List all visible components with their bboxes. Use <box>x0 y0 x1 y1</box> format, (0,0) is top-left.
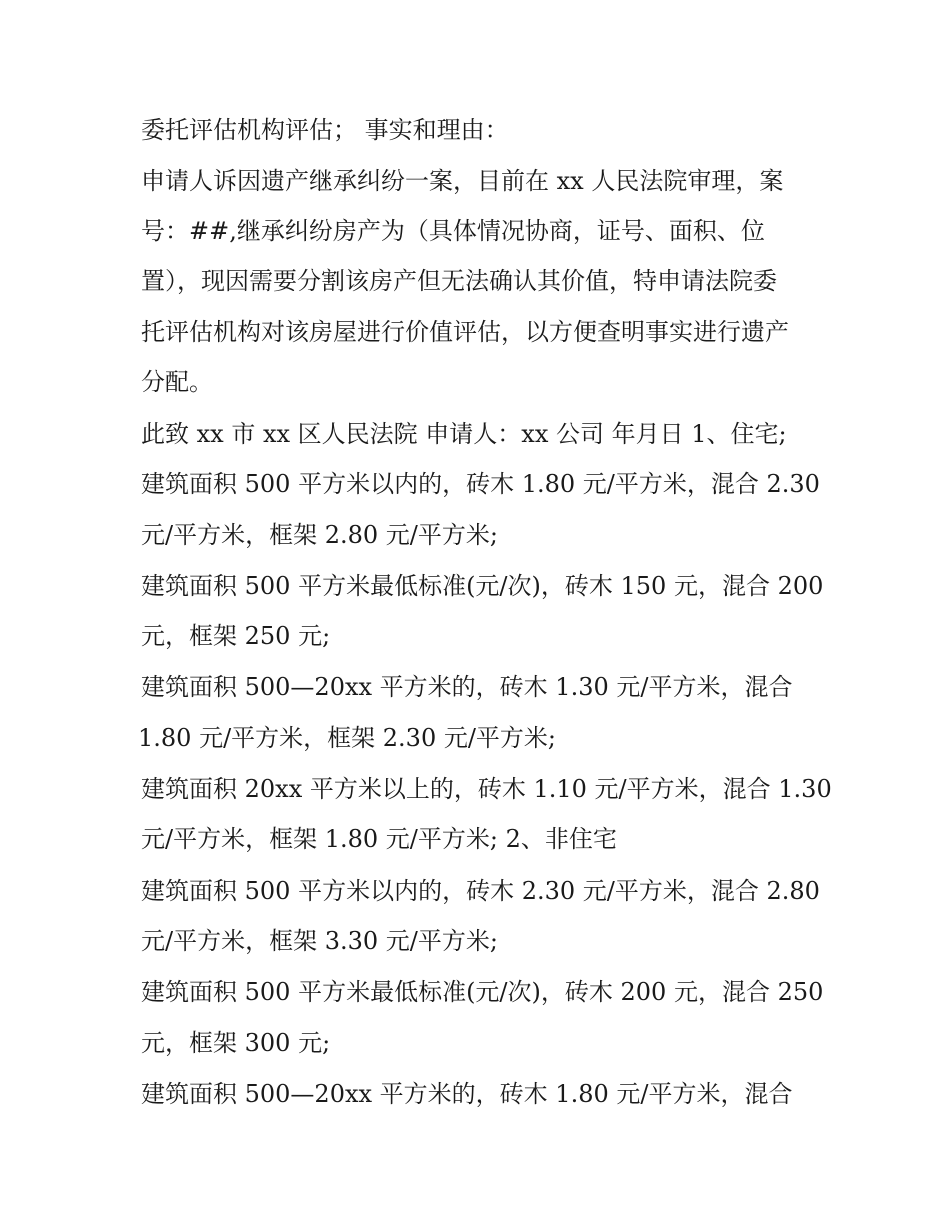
text-line: 此致 xx 市 xx 区人民法院 申请人：xx 公司 年月日 1、住宅; <box>141 420 787 448</box>
text-line: 建筑面积 500—20xx 平方米的，砖木 1.80 元/平方米，混合 <box>141 1080 793 1108</box>
text-line: 建筑面积 500 平方米最低标准(元/次)，砖木 150 元，混合 200 <box>141 572 824 600</box>
text-line: 元/平方米，框架 3.30 元/平方米; <box>141 927 498 955</box>
text-line: 建筑面积 500 平方米以内的，砖木 2.30 元/平方米，混合 2.80 <box>141 877 820 905</box>
text-line: 申请人诉因遗产继承纠纷一案，目前在 xx 人民法院审理，案 <box>141 167 784 195</box>
text-line: 1.80 元/平方米，框架 2.30 元/平方米; <box>138 724 557 752</box>
text-line: 元/平方米，框架 2.80 元/平方米; <box>141 521 498 549</box>
text-line: 分配。 <box>141 368 213 396</box>
text-line: 元/平方米，框架 1.80 元/平方米; 2、非住宅 <box>141 825 617 853</box>
text-line: 建筑面积 20xx 平方米以上的，砖木 1.10 元/平方米，混合 1.30 <box>141 775 832 803</box>
text-line: 建筑面积 500—20xx 平方米的，砖木 1.30 元/平方米，混合 <box>141 673 793 701</box>
text-line: 元，框架 250 元; <box>141 622 331 650</box>
text-line: 元，框架 300 元; <box>141 1029 331 1057</box>
text-line: 号：##,继承纠纷房产为（具体情况协商，证号、面积、位 <box>141 217 765 245</box>
text-line: 置），现因需要分割该房产但无法确认其价值，特申请法院委 <box>141 267 777 295</box>
text-line: 建筑面积 500 平方米最低标准(元/次)，砖木 200 元，混合 250 <box>141 978 824 1006</box>
text-line: 托评估机构对该房屋进行价值评估，以方便查明事实进行遗产 <box>141 318 789 346</box>
text-line: 委托评估机构评估； 事实和理由： <box>141 116 509 144</box>
text-line: 建筑面积 500 平方米以内的，砖木 1.80 元/平方米，混合 2.30 <box>141 470 820 498</box>
